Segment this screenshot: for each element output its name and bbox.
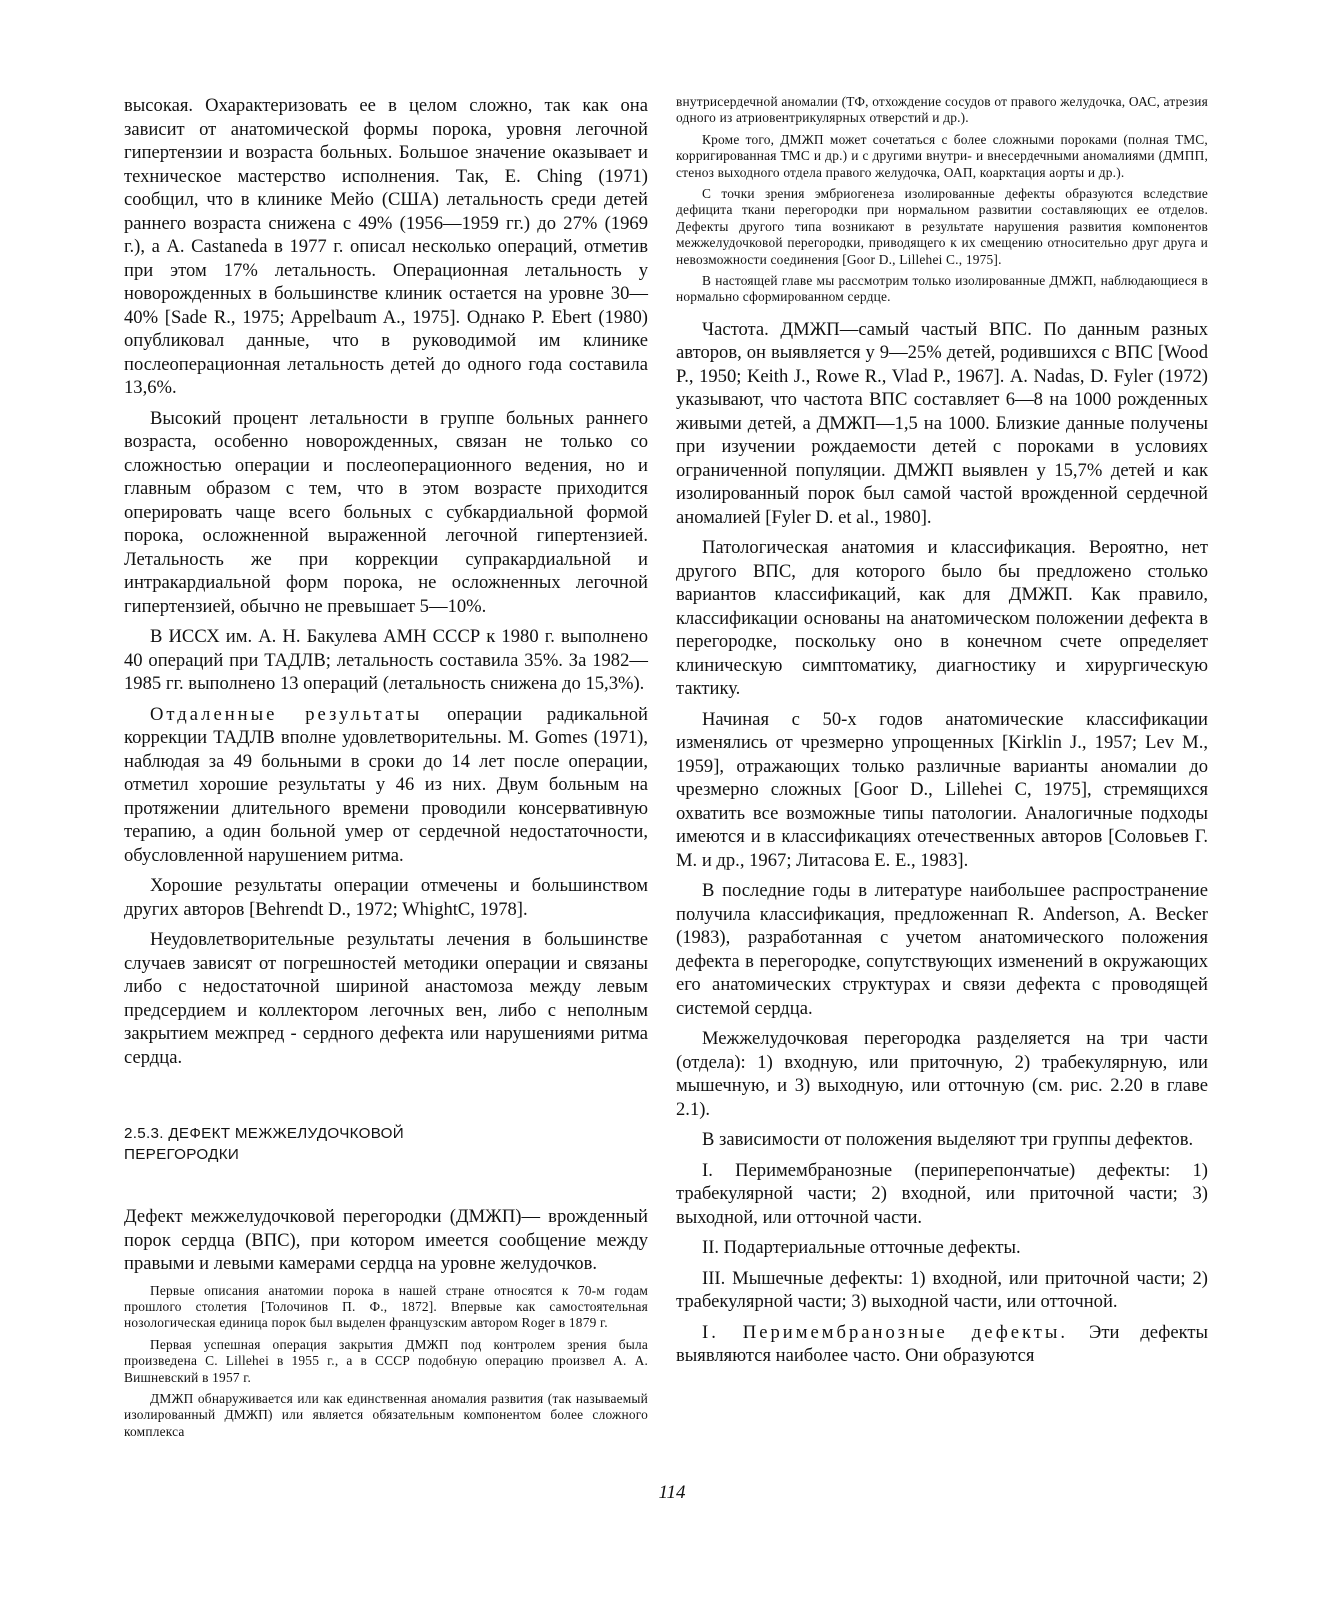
left-column [124, 94, 648, 1445]
paragraph: В последние годы в литературе наибольшее распространение получила классификация, предложеннап R. Anderson, A. Becker (1983), разработанная с учетом анатомического положения дефекта в перегородке, сопутствующих изменений в окружающих его анатомических структурах и связи дефекта с проводящей системой сердца. [676, 880, 1208, 1019]
remote-results-text: операции радикальной коррекции ТАДЛВ вполне удовлетворительны. M. Gomes (1971), наблюдая за 49 больными в сроки до 14 лет после операции, отметил хорошие результаты у 46 из них. Двум больным на протяжении длительного времени проводили консервативную терапию, а один больной умер от сердечной недостаточности, обусловленной нарушением ритма. [124, 703, 648, 866]
paragraph: III. Мышечные дефекты: 1) входной, или приточной части; 2) трабекулярной части; 3) выходной части, или отточной. [676, 1267, 1208, 1313]
paragraph: Межжелудочковая перегородка разделяется на три части (отдела): 1) входную, или приточную, 2) трабекулярную, или мышечную, и 3) выходную, или отточную (см. рис. 2.20 в главе 2.1). [676, 1028, 1208, 1120]
paragraph: Начиная с 50-х годов анатомические классификации изменялись от чрезмерно упрощенных [Kirklin J., 1957; Lev M., 1959], отражающих только различные варианты аномалии до чрезмерно сложных [Goor D., Lillehei C, 1975], стремящихся охватить все возможные типы патологии. Аналогичные подходы имеются и в классификациях отечественных авторов [Соловьев Г. М. и др., 1967; Литасова Е. Е., 1983]. [676, 708, 1208, 871]
paragraph: Патологическая анатомия и классификация. Вероятно, нет другого ВПС, для которого было бы предложено столько вариантов классификаций, как для ДМЖП. Как правило, классификации основаны на анатомическом положении дефекта в перегородке, поскольку оно в конечном счете определяет клиническую симптоматику, диагностику и хирургическую тактику. [676, 537, 1208, 700]
small-paragraph: Кроме того, ДМЖП может сочетаться с более сложными пороками (полная ТМС, корригированная ТМС и др.) и с другими внутри- и внесердечными аномалиями (ДМПП, стеноз выходного отдела правого желудочка, ОАП, коарктация аорты и др.). [676, 131, 1208, 180]
section-heading-line1: 2.5.3. ДЕФЕКТ МЕЖЖЕЛУДОЧКОВОЙ [124, 1125, 404, 1142]
right-column [676, 94, 1208, 1375]
paragraph-remote-results [124, 703, 648, 868]
paragraph: Хорошие результаты операции отмечены и большинством других авторов [Behrendt D., 1972; WhightC, 1978]. [124, 875, 648, 920]
paragraph: В зависимости от положения выделяют три группы дефектов. [702, 1129, 1194, 1151]
small-paragraph: Первая успешная операция закрытия ДМЖП под контролем зрения была произведена С. Lillehei в 1955 г., а в СССР подобную операцию произвел А. А. Вишневский в 1957 г. [124, 1336, 648, 1385]
remote-results-label: Отдаленные результаты [150, 703, 423, 725]
perimembranous-text: Эти дефекты выявляются наиболее часто. Они образуются [676, 1321, 1208, 1367]
paragraph: I. Перимембранозные (периперепончатые) дефекты: 1) трабекулярной части; 2) входной, или приточной части; 3) выходной, или отточной части. [676, 1159, 1208, 1228]
perimembranous-label: I. Перимембранозные дефекты. [702, 1321, 1069, 1343]
paragraph-perimembranous [676, 1321, 1208, 1368]
definition-paragraph: Дефект межжелудочковой перегородки (ДМЖП)— врожденный порок сердца (ВПС), при котором имеется сообщение между правыми и левыми камерами сердца на уровне желудочков. [124, 1206, 648, 1274]
paragraph: Частота. ДМЖП—самый частый ВПС. По данным разных авторов, он выявляется у 9—25% детей, родившихся с ВПС [Wood P., 1950; Keith J., Rowe R., Vlad P., 1967]. A. Nadas, D. Fyler (1972) указывают, что частота ВПС составляет 6—8 на 1000 рожденных живыми детей, а ДМЖП—1,5 на 1000. Близкие данные получены при изучении рождаемости детей с пороками в условиях ограниченной популяции. ДМЖП выявлен у 15,7% детей и как изолированный порок был самой частой врожденной сердечной аномалией [Fyler D. et al., 1980]. [676, 318, 1208, 528]
small-paragraph: Первые описания анатомии порока в нашей стране относятся к 70-м годам прошлого столетия [Толочинов П. Ф., 1872]. Впервые как самостоятельная нозологическая единица порок был выделен французским автором Roger в 1879 г. [124, 1282, 648, 1331]
paragraph: Неудовлетворительные результаты лечения в большинстве случаев зависят от погрешностей методики операции и связаны либо с недостаточной шириной анастомоза между левым предсердием и коллектором легочных вен, либо с неполным закрытием межпред - сердного дефекта или нарушениями ритма сердца. [124, 929, 648, 1068]
paragraph: Высокий процент летальности в группе больных раннего возраста, особенно новорожденных, связан не только со сложностью операции и послеоперационного ведения, но и главным образом с тем, что в этом возрасте приходится оперировать чаще всего больных с субкардиальной формой порока, осложненной выраженной легочной гипертензией. Летальность же при коррекции супракардиальной и интракардиальной форм порока, не осложненных легочной гипертензией, обычно не превышает 5—10%. [124, 407, 648, 617]
small-paragraph: внутрисердечной аномалии (ТФ, отхождение сосудов от правого желудочка, ОАС, атрезия одного из атриовентрикулярных отверстий и др.). [676, 94, 1208, 126]
small-paragraph: С точки зрения эмбриогенеза изолированные дефекты образуются вследствие дефицита ткани перегородки при нормальном развитии составляющих ее отделов. Дефекты другого типа возникают в результате нарушения развития компонентов межжелудочковой перегородки, приводящего к их смещению относительно друг друга и невозможности соединения [Goor D., Lillehei C., 1975]. [676, 186, 1208, 267]
paragraph: В ИССХ им. А. Н. Бакулева АМН СССР к 1980 г. выполнено 40 операций при ТАДЛВ; летальность составила 35%. За 1982—1985 гг. выполнено 13 операций (летальность снижена до 15,3%). [124, 626, 648, 694]
paragraph: высокая. Охарактеризовать ее в целом сложно, так как она зависит от анатомической формы порока, уровня легочной гипертензии и возраста больных. Большое значение оказывает и техническое мастерство исполнения. Так, E. Ching (1971) сообщил, что в клинике Мейо (США) летальность среди детей раннего возраста снижена с 49% (1956—1959 гг.) до 27% (1969 г.), а A. Castaneda в 1977 г. описал несколько операций, отметив при этом 17% летальность. Операционная летальность у новорожденных в большинстве клиник остается на уровне 30—40% [Sade R., 1975; Appelbaum A., 1975]. Однако P. Ebert (1980) опубликовал данные, что в руководимой им клинике послеоперационная летальность детей до одного года составила 13,6%. [124, 95, 648, 398]
small-paragraph: В настоящей главе мы рассмотрим только изолированные ДМЖП, наблюдающиеся в нормально сформированном сердце. [676, 273, 1208, 305]
paragraph: II. Подартериальные отточные дефекты. [702, 1237, 1021, 1259]
section-heading [124, 1123, 648, 1165]
page-number: 114 [658, 1482, 686, 1503]
section-heading-line2: ПЕРЕГОРОДКИ [124, 1146, 240, 1163]
small-paragraph: ДМЖП обнаруживается или как единственная аномалия развития (так называемый изолированный ДМЖП) или является обязательным компонентом более сложного комплекса [124, 1390, 648, 1439]
